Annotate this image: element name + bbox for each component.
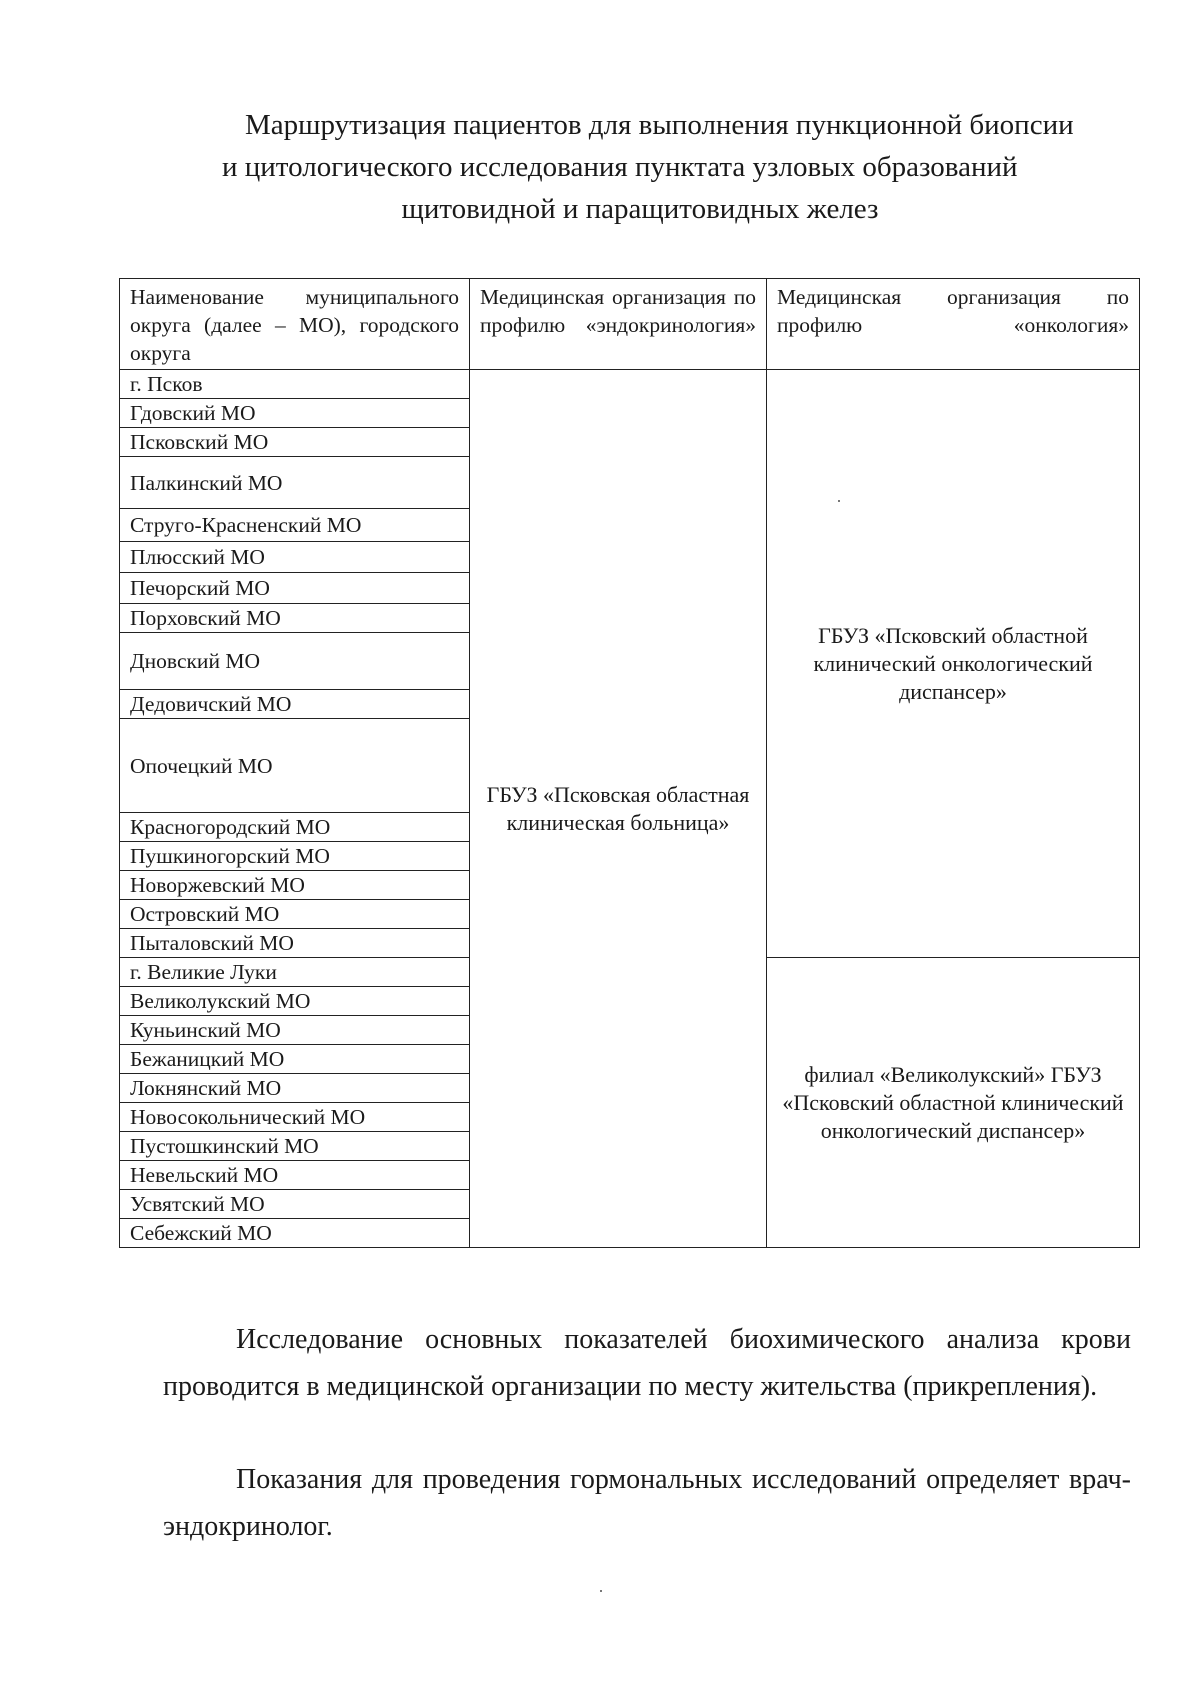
table-row-municipality: Пустошкинский МО (120, 1132, 470, 1161)
table-row-municipality: Гдовский МО (120, 399, 470, 428)
document-title (150, 104, 1130, 230)
table-row-municipality: Плюсский МО (120, 542, 470, 573)
header-municipality: Наименование муниципального округа (далее – МО), городского округа (120, 279, 470, 370)
table-row-municipality: г. Великие Луки (120, 958, 470, 987)
table-row-municipality: Новоржевский МО (120, 871, 470, 900)
table-row-municipality: Локнянский МО (120, 1074, 470, 1103)
table-row-municipality: Псковский МО (120, 428, 470, 457)
table-row-municipality: Дедовичский МО (120, 690, 470, 719)
table-row-municipality: Красногородский МО (120, 813, 470, 842)
paragraph-biochemistry: Исследование основных показателей биохимического анализа крови проводится в медицинской организации по месту жительства (прикрепления). (163, 1324, 1131, 1402)
table-row-municipality: Печорский МО (120, 573, 470, 604)
table-row-municipality: Палкинский МО (120, 457, 470, 509)
header-oncology: Медицинская организация по профилю «онкология» (767, 279, 1140, 370)
endocrinology-organization: ГБУЗ «Псковская областная клиническая больница» (470, 370, 767, 1248)
table-row-municipality: Порховский МО (120, 604, 470, 633)
title-line-3: щитовидной и паращитовидных желез (401, 193, 879, 225)
table-row-municipality: Дновский МО (120, 633, 470, 690)
table-row-municipality: г. Псков (120, 370, 470, 399)
table-row-municipality: Куньинский МО (120, 1016, 470, 1045)
table-row-municipality: Пушкиногорский МО (120, 842, 470, 871)
title-line-2: и цитологического исследования пунктата узловых образований (222, 151, 1018, 183)
table-row-municipality: Опочецкий МО (120, 719, 470, 813)
header-endocrinology: Медицинская организация по профилю «эндокринология» (470, 279, 767, 370)
table-row-municipality: Невельский МО (120, 1161, 470, 1190)
table-row-municipality: Усвятский МО (120, 1190, 470, 1219)
table-row-municipality: Стругo-Красненский МО (120, 509, 470, 542)
table-row-municipality: Пыталовский МО (120, 929, 470, 958)
scan-speck (600, 1590, 602, 1592)
routing-table (119, 278, 1140, 1248)
table-row-municipality: Великолукский МО (120, 987, 470, 1016)
title-line-1: Маршрутизация пациентов для выполнения пункционной биопсии (245, 109, 1074, 141)
scan-speck (838, 500, 840, 502)
oncology-organization-velikie-luki: филиал «Великолукский» ГБУЗ «Псковский областной клинический онкологический диспансер» (767, 958, 1140, 1248)
table-row-municipality: Островский МО (120, 900, 470, 929)
paragraph-hormonal: Показания для проведения гормональных исследований определяет врач-эндокринолог. (163, 1464, 1131, 1542)
oncology-organization-pskov: ГБУЗ «Псковский областной клинический онкологический диспансер» (767, 370, 1140, 958)
table-row-municipality: Себежский МО (120, 1219, 470, 1248)
table-row-municipality: Новосокольнический МО (120, 1103, 470, 1132)
table-row-municipality: Бежаницкий МО (120, 1045, 470, 1074)
